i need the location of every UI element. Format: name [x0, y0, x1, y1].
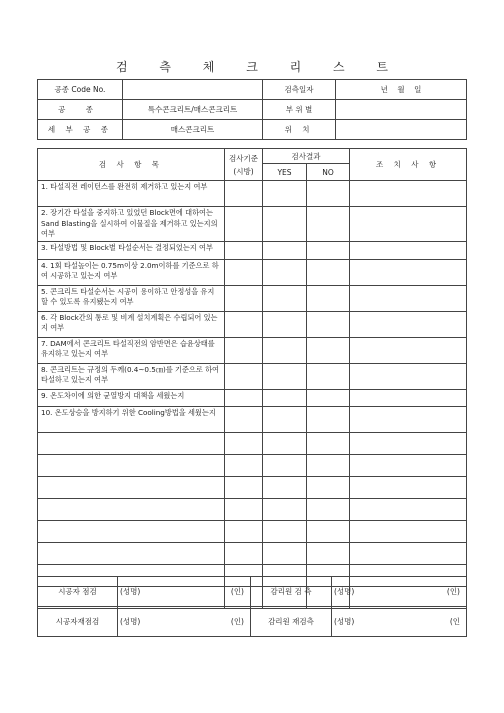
- header-table: [37, 79, 467, 140]
- action-cell[interactable]: [350, 337, 467, 363]
- contractor-check-name: (성명): [120, 587, 141, 596]
- part-value[interactable]: [336, 100, 467, 120]
- checklist-row: [38, 337, 467, 363]
- item-cell[interactable]: [38, 432, 225, 454]
- loc-value[interactable]: [336, 120, 467, 140]
- checklist-item-text: 4. 1회 타설높이는 0.75m이상 2.0m이하를 기준으로 하여 시공하고 있는지 여부: [38, 259, 225, 285]
- checklist-row: [38, 406, 467, 432]
- part-label: 부 위 별: [263, 100, 336, 120]
- checklist-row: [38, 259, 467, 285]
- code-label: 공종 Code No.: [38, 80, 123, 100]
- checklist-blank-row: [38, 476, 467, 498]
- detail-label: 세 부 공 종: [38, 120, 123, 140]
- checklist-item-text: 7. DAM에서 콘크리트 타설직전의 암반면은 습윤상태를 유지하고 있는지 여부: [38, 337, 225, 363]
- checklist-blank-row: [38, 542, 467, 564]
- action-cell[interactable]: [350, 389, 467, 406]
- standard-cell[interactable]: [225, 181, 263, 207]
- no-cell[interactable]: [307, 207, 350, 242]
- no-cell[interactable]: [307, 389, 350, 406]
- code-value[interactable]: [123, 80, 263, 100]
- supervisor-reinspect-sign[interactable]: [332, 607, 467, 637]
- standard-cell[interactable]: [225, 207, 263, 242]
- checklist-item-text: 8. 콘크리트는 규정의 두께(0.4~0.5㎝)를 기준으로 하여 타설하고 있는지 여부: [38, 363, 225, 389]
- standard-cell[interactable]: [225, 454, 263, 476]
- no-cell[interactable]: [307, 432, 350, 454]
- checklist-item-text: 3. 타설방법 및 Block별 타설순서는 결정되었는지 여부: [38, 241, 225, 259]
- yes-cell[interactable]: [263, 311, 307, 337]
- checklist-blank-row: [38, 432, 467, 454]
- checklist-row: [38, 363, 467, 389]
- checklist-item-text: 1. 타설직전 레이턴스를 완전히 제거하고 있는지 여부: [38, 181, 225, 207]
- yes-cell[interactable]: [263, 259, 307, 285]
- no-cell[interactable]: [307, 285, 350, 311]
- checklist-blank-row: [38, 454, 467, 476]
- contractor-recheck-label: 시공자재점검: [38, 607, 118, 637]
- standard-cell[interactable]: [225, 542, 263, 564]
- item-cell[interactable]: [38, 520, 225, 542]
- action-cell[interactable]: [350, 241, 467, 259]
- checklist-blank-row: [38, 498, 467, 520]
- standard-cell[interactable]: [225, 311, 263, 337]
- yes-cell[interactable]: [263, 498, 307, 520]
- item-cell[interactable]: [38, 498, 225, 520]
- yes-cell[interactable]: [263, 520, 307, 542]
- type-value[interactable]: 특수콘크리트/매스콘크리트: [123, 100, 263, 120]
- checklist-body: [38, 181, 467, 609]
- contractor-recheck-seal: (인): [230, 617, 244, 626]
- no-cell[interactable]: [307, 311, 350, 337]
- no-cell[interactable]: [307, 406, 350, 432]
- action-cell[interactable]: [350, 363, 467, 389]
- action-cell[interactable]: [350, 542, 467, 564]
- checklist-item-text: 6. 각 Block간의 통로 및 비계 설치계획은 수립되어 있는지 여부: [38, 311, 225, 337]
- action-cell[interactable]: [350, 181, 467, 207]
- action-cell[interactable]: [350, 311, 467, 337]
- action-cell[interactable]: [350, 476, 467, 498]
- date-value[interactable]: 년 월 일: [336, 80, 467, 100]
- yes-cell[interactable]: [263, 432, 307, 454]
- action-cell[interactable]: [350, 432, 467, 454]
- date-label: 검측일자: [263, 80, 336, 100]
- checklist-row: [38, 207, 467, 242]
- col-yes-header: YES: [263, 164, 307, 181]
- col-standard-header: [225, 149, 263, 181]
- item-cell[interactable]: [38, 542, 225, 564]
- contractor-recheck-sign[interactable]: [118, 607, 251, 637]
- contractor-recheck-name: (성명): [120, 617, 141, 626]
- checklist-row: [38, 389, 467, 406]
- yes-cell[interactable]: [263, 241, 307, 259]
- action-cell[interactable]: [350, 406, 467, 432]
- action-cell[interactable]: [350, 454, 467, 476]
- type-label: 공 종: [38, 100, 123, 120]
- action-cell[interactable]: [350, 207, 467, 242]
- standard-cell[interactable]: [225, 476, 263, 498]
- checklist-row: [38, 181, 467, 207]
- supervisor-inspect-name: (성명): [334, 587, 355, 596]
- action-cell[interactable]: [350, 498, 467, 520]
- action-cell[interactable]: [350, 285, 467, 311]
- col-no-header: NO: [307, 164, 350, 181]
- yes-cell[interactable]: [263, 542, 307, 564]
- loc-label: 위 치: [263, 120, 336, 140]
- checklist-row: [38, 241, 467, 259]
- supervisor-inspect-seal: (인): [446, 587, 460, 596]
- checklist-item-text: 10. 온도상승을 방지하기 위한 Cooling방법을 세웠는지: [38, 406, 225, 432]
- supervisor-inspect-sign[interactable]: [332, 577, 467, 607]
- yes-cell[interactable]: [263, 207, 307, 242]
- yes-cell[interactable]: [263, 285, 307, 311]
- supervisor-inspect-label: 감리원 검 측: [251, 577, 332, 607]
- standard-cell[interactable]: [225, 363, 263, 389]
- standard-cell[interactable]: [225, 406, 263, 432]
- col-action-header: 조 치 사 항: [350, 149, 467, 181]
- page-title: 검 측 체 크 리 스 트: [115, 60, 403, 74]
- standard-cell[interactable]: [225, 389, 263, 406]
- no-cell[interactable]: [307, 241, 350, 259]
- no-cell[interactable]: [307, 542, 350, 564]
- standard-cell[interactable]: [225, 498, 263, 520]
- contractor-check-sign[interactable]: [118, 577, 251, 607]
- checklist-row: [38, 285, 467, 311]
- no-cell[interactable]: [307, 498, 350, 520]
- no-cell[interactable]: [307, 363, 350, 389]
- standard-cell[interactable]: [225, 259, 263, 285]
- supervisor-reinspect-label: 감리원 재검측: [251, 607, 332, 637]
- col-items-header: 검 사 항 목: [38, 149, 225, 181]
- detail-value[interactable]: 매스콘크리트: [123, 120, 263, 140]
- contractor-check-seal: (인): [230, 587, 244, 596]
- standard-cell[interactable]: [225, 337, 263, 363]
- standard-cell[interactable]: [225, 520, 263, 542]
- action-cell[interactable]: [350, 259, 467, 285]
- yes-cell[interactable]: [263, 363, 307, 389]
- checklist-row: [38, 311, 467, 337]
- item-cell[interactable]: [38, 454, 225, 476]
- yes-cell[interactable]: [263, 476, 307, 498]
- col-standard-label: 검사기준: [229, 153, 258, 163]
- yes-cell[interactable]: [263, 454, 307, 476]
- no-cell[interactable]: [307, 259, 350, 285]
- checklist-table: [37, 148, 467, 609]
- item-cell[interactable]: [38, 476, 225, 498]
- no-cell[interactable]: [307, 476, 350, 498]
- checklist-item-text: 9. 온도차이에 의한 균열방지 대책을 세웠는지: [38, 389, 225, 406]
- no-cell[interactable]: [307, 181, 350, 207]
- contractor-check-label: 시공자 점검: [38, 577, 118, 607]
- standard-cell[interactable]: [225, 432, 263, 454]
- action-cell[interactable]: [350, 520, 467, 542]
- yes-cell[interactable]: [263, 406, 307, 432]
- checklist-item-text: 2. 장기간 타설을 중지하고 있었던 Block면에 대하여는 Sand Blasting을 실시하여 이물질을 제거하고 있는지의 여부: [38, 207, 225, 242]
- supervisor-reinspect-seal: (인: [449, 617, 460, 626]
- col-standard-sub: (시방): [233, 166, 254, 176]
- no-cell[interactable]: [307, 337, 350, 363]
- checklist-blank-row: [38, 520, 467, 542]
- standard-cell[interactable]: [225, 285, 263, 311]
- standard-cell[interactable]: [225, 241, 263, 259]
- no-cell[interactable]: [307, 454, 350, 476]
- col-result-header: 검사결과: [263, 149, 350, 164]
- yes-cell[interactable]: [263, 389, 307, 406]
- checklist-item-text: 5. 콘크리트 타설순서는 시공이 용이하고 안정성을 유지할 수 있도록 유지됐는지 여부: [38, 285, 225, 311]
- signature-table: [37, 576, 467, 637]
- supervisor-reinspect-name: (성명): [334, 617, 355, 626]
- yes-cell[interactable]: [263, 181, 307, 207]
- yes-cell[interactable]: [263, 337, 307, 363]
- no-cell[interactable]: [307, 520, 350, 542]
